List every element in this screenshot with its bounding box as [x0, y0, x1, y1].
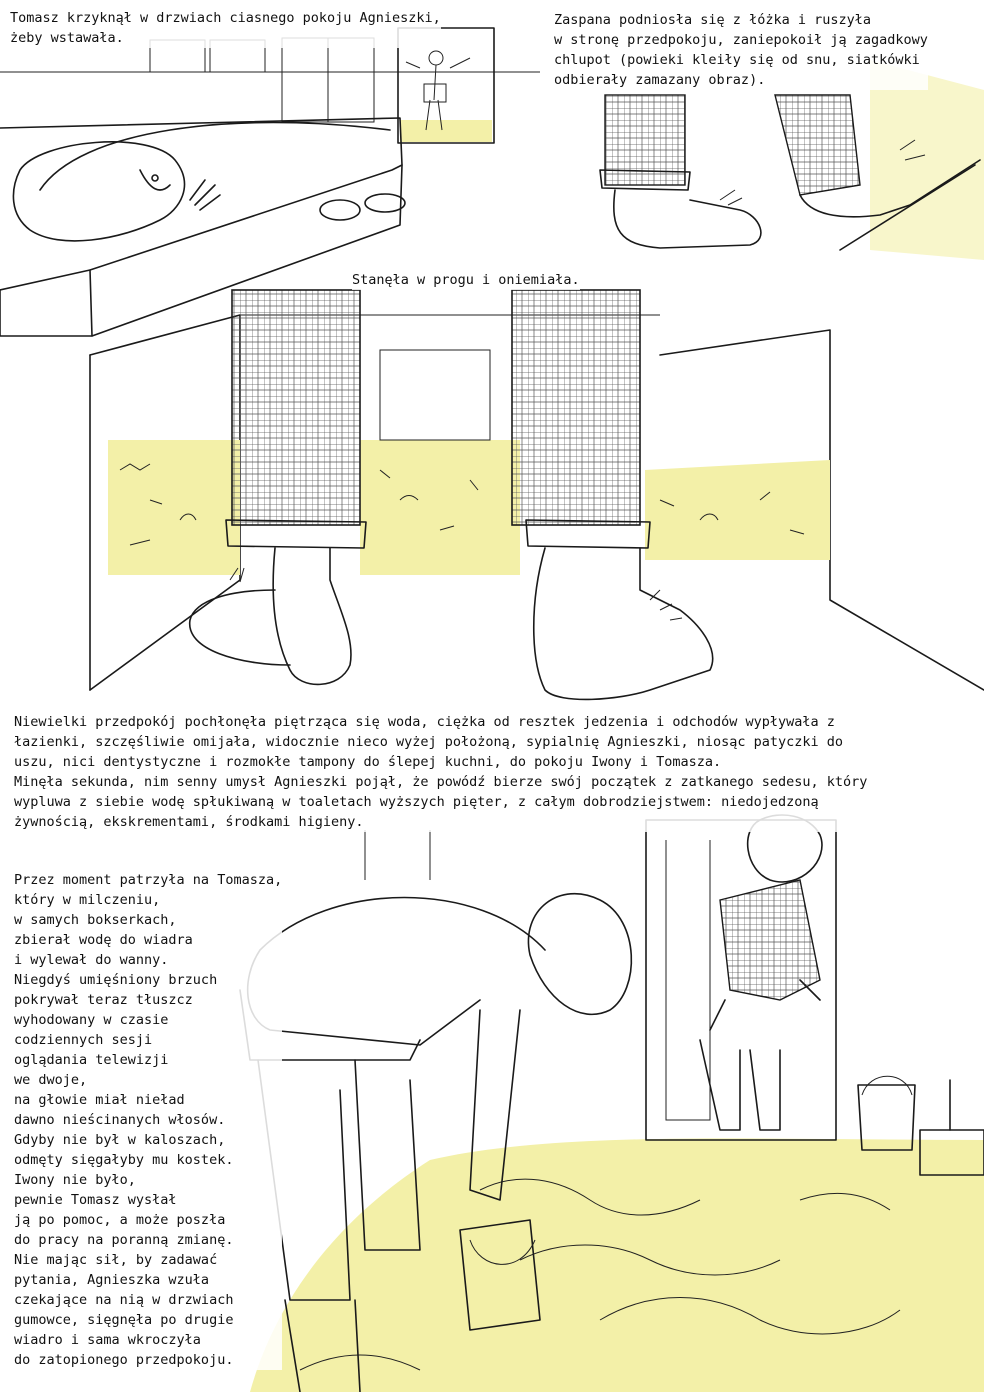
caption-panel-2: Zaspana podniosła się z łóżka i ruszyła w stronę przedpokoju, zaniepokoił ją zagadkowy chlupot (powieki kleiły się od snu, siatkówki odbierały zamazany obraz). [554, 12, 928, 88]
caption-panel-5: Przez moment patrzyła na Tomasza, który w milczeniu, w samych bokserkach, zbierał wodę do wiadra i wylewał do wanny. Niegdyś umięśniony brzuch pokrywał teraz tłuszcz wyhodowany w czasie codziennych sesji oglądania telewizji we dwoje, na głowie miał nieład dawno nieścinanych włosów. Gdyby nie był w kaloszach, odmęty sięgałyby mu kostek. Iwony nie było, pewnie Tomasz wysłał ją po pomoc, a może poszła do pracy na poranną zmianę. Nie mając sił, by zadawać pytania, Agnieszka wzuła czekające na nią w drzwiach gumowce, sięgnęła po drugie wiadro i sama wkroczyła do zatopionego przedpokoju. [14, 872, 283, 1368]
caption-panel-1: Tomasz krzyknął w drzwiach ciasnego pokoju Agnieszki, żeby wstawała. [10, 10, 441, 46]
left-leg-plaid [232, 290, 360, 525]
right-leg-plaid [512, 290, 640, 525]
panel-3-flooded-corridor [90, 290, 984, 699]
slippers-by-bed [320, 194, 405, 220]
panel-2-legs [600, 60, 984, 260]
tomasz-in-doorway [406, 51, 470, 130]
bathroom-wall [380, 350, 490, 440]
panel-5-scene [240, 815, 984, 1392]
agnieszka-in-bed [13, 142, 220, 241]
caption-panel-4: Niewielki przedpokój pochłonęła piętrząca się woda, ciężka od resztek jedzenia i odchodów wypływała z łazienki, szczęśliwie omijała, widocznie nieco wyżej położoną, sypialnię Agnieszki, niosąc patyczki do uszu, nici dentystyczne i rozmokłe tampony do ślepej kuchni, do pokoju Iwony i Tomasza. Minęła sekunda, nim senny umysł Agnieszki pojął, że powódź bierze swój początek z zatkanego sedesu, który wypluwa z siebie wodę spłukiwaną w toaletach wyższych pięter, z całym dobrodziejstwem: niedojedzoną żywnością, ekskrementami, środkami higieny. [14, 714, 868, 830]
agnieszka-in-doorway [700, 815, 822, 1130]
right-pajama-leg [775, 95, 860, 195]
caption-panel-3: Stanęła w progu i oniemiała. [352, 272, 580, 288]
